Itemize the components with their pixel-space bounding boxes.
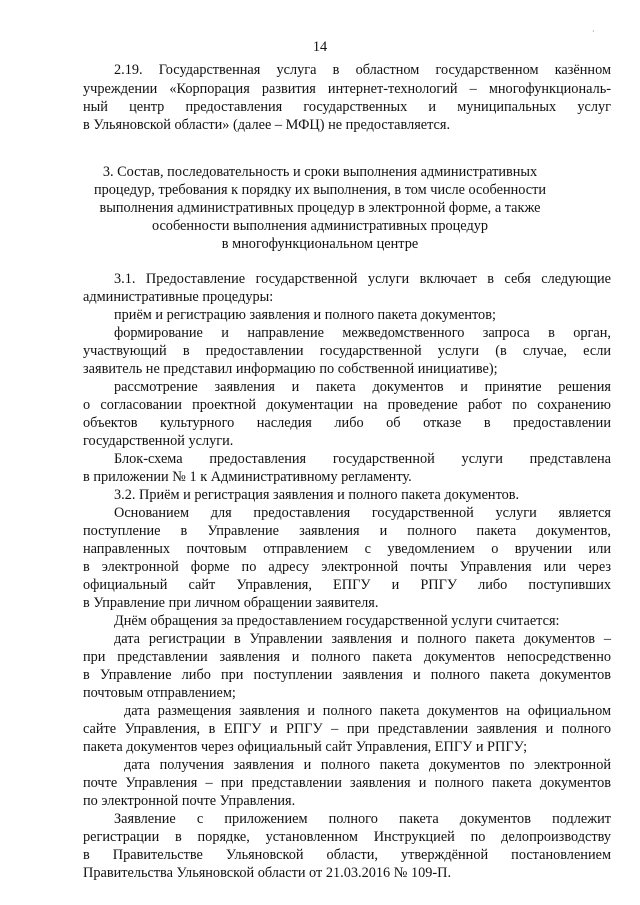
text-line: дата получения заявления и полного пакета документов по электронной xyxy=(124,757,611,773)
text-line: 3. Состав, последовательность и сроки выполнения административных xyxy=(102,164,538,180)
text-line: приём и регистрацию заявления и полного пакета документов; xyxy=(114,307,496,323)
text-line: регистрации в порядке, установленном Инструкцией по делопроизводству xyxy=(83,829,611,845)
text-line: рассмотрение заявления и пакета документов и принятие решения xyxy=(114,379,611,395)
text-line: административные процедуры: xyxy=(83,289,274,305)
text-line: заявитель не представил информацию по собственной инициативе); xyxy=(83,361,498,377)
text-line: в Ульяновской области» (далее – МФЦ) не предоставляется. xyxy=(83,117,451,133)
corner-mark: · xyxy=(592,27,595,36)
text-line: почтовым отправлением; xyxy=(83,685,236,701)
text-line: Днём обращения за предоставлением государственной услуги считается: xyxy=(114,613,560,629)
text-line: по электронной почте Управления. xyxy=(83,793,296,809)
text-line: ный центр предоставления государственных и муниципальных услуг xyxy=(83,99,611,115)
text-line: в многофункциональном центре xyxy=(221,236,419,252)
text-line: почте Управления – при представлении заявления и полного пакета документов xyxy=(83,775,611,791)
text-line: учреждении «Корпорация развития интернет-технологий – многофункциональ- xyxy=(83,81,611,97)
text-line: государственной услуги. xyxy=(83,433,234,449)
text-line: в электронной форме по адресу электронной почты Управления или через xyxy=(83,559,611,575)
text-line: дата размещения заявления и полного пакета документов на официальном xyxy=(124,703,611,719)
text-line: процедур, требования к порядку их выполнения, в том числе особенности xyxy=(93,182,547,198)
text-line: официальный сайт Управления, ЕПГУ и РПГУ либо поступивших xyxy=(83,577,611,593)
text-line: в Управление либо при поступлении заявления и полного пакета документов xyxy=(83,667,611,683)
text-line: особенности выполнения административных процедур xyxy=(151,218,489,234)
text-line: в приложении № 1 к Административному регламенту. xyxy=(83,469,412,485)
text-line: выполнения административных процедур в электронной форме, а также xyxy=(99,200,541,216)
text-line: участвующий в предоставлении государственной услуги (в случае, если xyxy=(83,343,611,359)
text-line: 3.1. Предоставление государственной услуги включает в себя следующие xyxy=(114,271,611,287)
text-line: сайте Управления, в ЕПГУ и РПГУ – при представлении заявления и полного xyxy=(83,721,611,737)
text-line: объектов культурного наследия либо об отказе в предоставлении xyxy=(83,415,611,431)
text-line: 2.19. Государственная услуга в областном государственном казённом xyxy=(114,62,611,78)
text-line: направленных почтовым отправлением с уведомлением о вручении или xyxy=(83,541,611,557)
text-line: при представлении заявления и полного пакета документов непосредственно xyxy=(83,649,611,665)
text-line: поступление в Управление заявления и полного пакета документов, xyxy=(83,523,611,539)
text-line: дата регистрации в Управлении заявления и полного пакета документов – xyxy=(114,631,611,647)
text-line: о согласовании проектной документации на проведение работ по сохранению xyxy=(83,397,611,413)
page-number: 14 xyxy=(312,39,328,55)
text-line: Блок-схема предоставления государственной услуги представлена xyxy=(114,451,611,467)
text-line: в Правительстве Ульяновской области, утверждённой постановлением xyxy=(83,847,611,863)
text-line: 3.2. Приём и регистрация заявления и полного пакета документов. xyxy=(114,487,520,503)
text-line: Заявление с приложением полного пакета документов подлежит xyxy=(114,811,611,827)
text-line: формирование и направление межведомственного запроса в орган, xyxy=(114,325,611,341)
text-line: в Управление при личном обращении заявителя. xyxy=(83,595,379,611)
text-line: Основанием для предоставления государственной услуги является xyxy=(114,505,611,521)
text-line: пакета документов через официальный сайт Управления, ЕПГУ и РПГУ; xyxy=(83,739,528,755)
text-line: Правительства Ульяновской области от 21.03.2016 № 109-П. xyxy=(83,865,452,881)
